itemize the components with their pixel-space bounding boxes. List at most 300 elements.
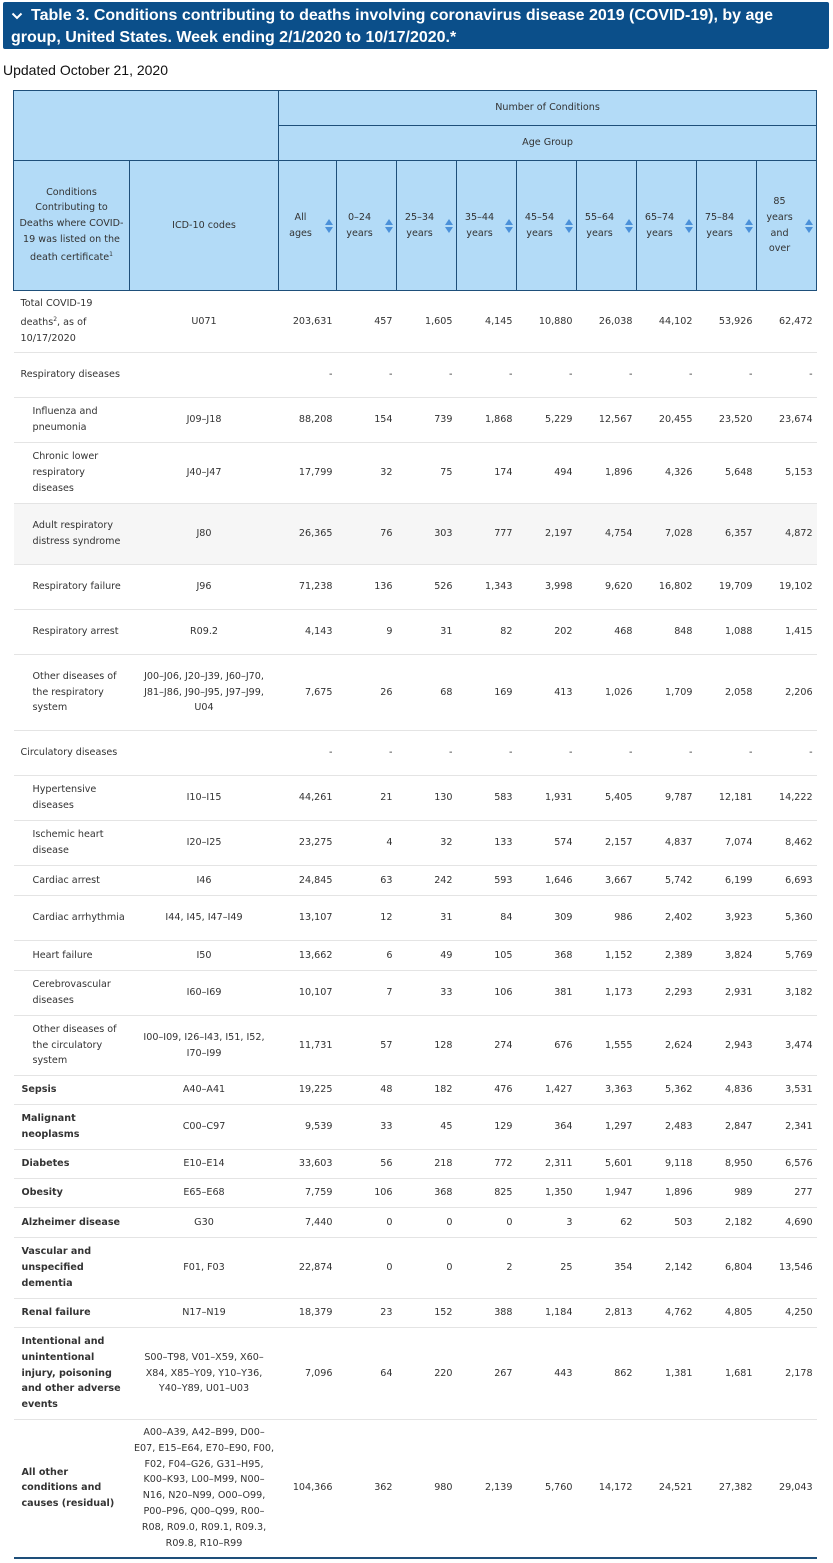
cell-value: 12,181 [697, 776, 757, 821]
column-header-label: All ages [289, 211, 312, 239]
cell-value: 154 [337, 398, 397, 443]
cell-value: 362 [337, 1420, 397, 1558]
cell-value: 368 [397, 1179, 457, 1208]
table-row [14, 353, 817, 398]
cell-value: 7,096 [279, 1328, 337, 1420]
cell-value: 2,139 [457, 1420, 517, 1558]
cell-value: 7,675 [279, 655, 337, 731]
column-header-condition: Conditions Contributing to Deaths where COVID-19 was listed on the death certificate$^1$ [14, 161, 130, 291]
cell-value: 31 [397, 896, 457, 941]
column-header-age-7[interactable] [697, 161, 757, 291]
cell-condition: Influenza and pneumonia [14, 398, 130, 443]
cell-condition: Respiratory failure [14, 565, 130, 610]
cell-value: 9,539 [279, 1105, 337, 1150]
cell-value: 0 [397, 1238, 457, 1299]
cell-value: 1,152 [577, 941, 637, 971]
cell-value: 49 [397, 941, 457, 971]
cell-value: 4,145 [457, 291, 517, 353]
cell-value: 1,868 [457, 398, 517, 443]
cell-value: - [577, 353, 637, 398]
cell-value: 676 [517, 1016, 577, 1076]
table-row [14, 1179, 817, 1208]
cell-value: 4,690 [757, 1208, 817, 1238]
table-row [14, 1238, 817, 1299]
cell-value: 88,208 [279, 398, 337, 443]
cell-icd-codes: I10–I15 [130, 776, 279, 821]
sort-icon[interactable] [445, 219, 453, 233]
sort-icon[interactable] [385, 219, 393, 233]
cell-value: 368 [517, 941, 577, 971]
cell-value: 16,802 [637, 565, 697, 610]
column-header-age-4[interactable] [517, 161, 577, 291]
cell-value: 1,896 [577, 443, 637, 504]
cell-icd-codes [130, 731, 279, 776]
cell-value: 14,222 [757, 776, 817, 821]
cell-value: 169 [457, 655, 517, 731]
cell-icd-codes: S00–T98, V01–X59, X60–X84, X85–Y09, Y10–Y36, Y40–Y89, U01–U03 [130, 1328, 279, 1420]
conditions-table [13, 90, 817, 1559]
cell-value: - [517, 731, 577, 776]
cell-value: 7,440 [279, 1208, 337, 1238]
cell-value: 4,143 [279, 610, 337, 655]
cell-value: 354 [577, 1238, 637, 1299]
column-header-label: 35–44 years [464, 211, 495, 239]
cell-value: 26 [337, 655, 397, 731]
cell-value: 3,923 [697, 896, 757, 941]
header-blank [14, 91, 279, 161]
cell-value: 457 [337, 291, 397, 353]
cell-value: 3,182 [757, 971, 817, 1016]
cell-condition: Total COVID-19 deaths$^2$, as of 10/17/2020 [14, 291, 130, 353]
cell-value: 443 [517, 1328, 577, 1420]
column-header-label: 65–74 years [644, 211, 675, 239]
cell-value: 6 [337, 941, 397, 971]
cell-value: 4,872 [757, 504, 817, 565]
cell-condition: Obesity [14, 1179, 130, 1208]
cell-value: 1,381 [637, 1328, 697, 1420]
cell-value: 26,365 [279, 504, 337, 565]
cell-value: 8,462 [757, 821, 817, 866]
cell-value: 13,546 [757, 1238, 817, 1299]
cell-icd-codes: I46 [130, 866, 279, 896]
cell-value: 4,326 [637, 443, 697, 504]
cell-value: - [577, 731, 637, 776]
cell-icd-codes: E10–E14 [130, 1150, 279, 1179]
sort-icon[interactable] [505, 219, 513, 233]
cell-icd-codes: J00–J06, J20–J39, J60–J70, J81–J86, J90–J95, J97–J99, U04 [130, 655, 279, 731]
cell-value: 476 [457, 1076, 517, 1105]
updated-date: Updated October 21, 2020 [3, 62, 169, 78]
cell-value: 7,028 [637, 504, 697, 565]
cell-value: 2,389 [637, 941, 697, 971]
cell-value: 63 [337, 866, 397, 896]
cell-icd-codes: U071 [130, 291, 279, 353]
cell-value: 2,943 [697, 1016, 757, 1076]
column-header-age-0[interactable] [279, 161, 337, 291]
column-header-label: 85 years and over [766, 196, 793, 255]
cell-value: 583 [457, 776, 517, 821]
table-row [14, 1105, 817, 1150]
table-row [14, 398, 817, 443]
table-row [14, 1150, 817, 1179]
cell-value: 7 [337, 971, 397, 1016]
cell-icd-codes: J09–J18 [130, 398, 279, 443]
table-row [14, 1299, 817, 1328]
cell-value: 5,769 [757, 941, 817, 971]
cell-condition: Adult respiratory distress syndrome [14, 504, 130, 565]
sort-icon[interactable] [685, 219, 693, 233]
column-header-age-6[interactable] [637, 161, 697, 291]
cell-value: 494 [517, 443, 577, 504]
cell-value: 0 [337, 1208, 397, 1238]
cell-value: 33 [397, 971, 457, 1016]
table-row [14, 866, 817, 896]
cell-icd-codes: C00–C97 [130, 1105, 279, 1150]
footnote-marker: 1 [109, 251, 113, 259]
sort-icon[interactable] [805, 219, 813, 233]
cell-value: 2,483 [637, 1105, 697, 1150]
cell-value: 6,199 [697, 866, 757, 896]
cell-value: 9,118 [637, 1150, 697, 1179]
cell-value: 105 [457, 941, 517, 971]
cell-value: - [457, 353, 517, 398]
cell-value: - [279, 353, 337, 398]
cell-value: 2,142 [637, 1238, 697, 1299]
cell-value: 33,603 [279, 1150, 337, 1179]
cell-value: 6,576 [757, 1150, 817, 1179]
cell-condition: Heart failure [14, 941, 130, 971]
cell-value: 29,043 [757, 1420, 817, 1558]
cell-value: 71,238 [279, 565, 337, 610]
cell-condition: Vascular and unspecified dementia [14, 1238, 130, 1299]
cell-value: 24,521 [637, 1420, 697, 1558]
table-row [14, 731, 817, 776]
cell-value: - [397, 731, 457, 776]
cell-value: 3,998 [517, 565, 577, 610]
cell-value: 13,662 [279, 941, 337, 971]
cell-value: 1,350 [517, 1179, 577, 1208]
cell-value: 1,555 [577, 1016, 637, 1076]
cell-value: 1,605 [397, 291, 457, 353]
cell-value: 57 [337, 1016, 397, 1076]
cell-value: 4,837 [637, 821, 697, 866]
cell-value: 10,107 [279, 971, 337, 1016]
cell-value: 4,250 [757, 1299, 817, 1328]
cell-value: 8,950 [697, 1150, 757, 1179]
cell-condition: Hypertensive diseases [14, 776, 130, 821]
cell-value: 23 [337, 1299, 397, 1328]
column-header-label: 45–54 years [524, 211, 555, 239]
cell-value: - [637, 353, 697, 398]
cell-value: 3,667 [577, 866, 637, 896]
cell-value: 0 [457, 1208, 517, 1238]
cell-value: - [337, 353, 397, 398]
cell-value: 574 [517, 821, 577, 866]
cell-value: 739 [397, 398, 457, 443]
cell-value: 106 [337, 1179, 397, 1208]
cell-value: 2,847 [697, 1105, 757, 1150]
cell-value: 4,754 [577, 504, 637, 565]
column-header-age-2[interactable] [397, 161, 457, 291]
cell-value: 11,731 [279, 1016, 337, 1076]
cell-value: 1,427 [517, 1076, 577, 1105]
cell-value: 27,382 [697, 1420, 757, 1558]
table-title-banner[interactable] [3, 2, 829, 49]
table-row [14, 291, 817, 353]
cell-icd-codes: I60–I69 [130, 971, 279, 1016]
cell-value: 468 [577, 610, 637, 655]
cell-value: 848 [637, 610, 697, 655]
cell-value: 23,520 [697, 398, 757, 443]
cell-value: 381 [517, 971, 577, 1016]
cell-value: 2,402 [637, 896, 697, 941]
cell-value: 1,896 [637, 1179, 697, 1208]
cell-value: - [279, 731, 337, 776]
cell-value: 23,674 [757, 398, 817, 443]
cell-condition: Respiratory diseases [14, 353, 130, 398]
cell-value: 32 [337, 443, 397, 504]
cell-value: 1,297 [577, 1105, 637, 1150]
cell-value: 1,947 [577, 1179, 637, 1208]
cell-value: 526 [397, 565, 457, 610]
column-header-label: 75–84 years [704, 211, 735, 239]
cell-value: 4,836 [697, 1076, 757, 1105]
cell-value: 9,620 [577, 565, 637, 610]
cell-icd-codes: A00–A39, A42–B99, D00–E07, E15–E64, E70–E90, F00, F02, F04–G26, G31–H95, K00–K93, L00–M99, N00–N16, N20–N99, O00–O99, P00–P96, Q00–Q99, R00–R08, R09.0, R09.1, R09.3, R09.8, R10–R99 [130, 1420, 279, 1558]
table-row [14, 1016, 817, 1076]
table-row [14, 443, 817, 504]
cell-value: 218 [397, 1150, 457, 1179]
cell-value: 267 [457, 1328, 517, 1420]
cell-value: 9 [337, 610, 397, 655]
chevron-down-icon [11, 6, 27, 28]
cell-icd-codes: I00–I09, I26–I43, I51, I52, I70–I99 [130, 1016, 279, 1076]
cell-value: 862 [577, 1328, 637, 1420]
cell-condition: Other diseases of the respiratory system [14, 655, 130, 731]
cell-value: 1,931 [517, 776, 577, 821]
sort-icon[interactable] [745, 219, 753, 233]
table-row [14, 896, 817, 941]
cell-condition: Other diseases of the circulatory system [14, 1016, 130, 1076]
cell-value: 19,225 [279, 1076, 337, 1105]
cell-condition: Cardiac arrest [14, 866, 130, 896]
table-row [14, 655, 817, 731]
cell-value: 4 [337, 821, 397, 866]
cell-value: 6,693 [757, 866, 817, 896]
cell-value: - [397, 353, 457, 398]
cell-value: 1,415 [757, 610, 817, 655]
cell-value: 20,455 [637, 398, 697, 443]
cell-value: 1,026 [577, 655, 637, 731]
column-header-age-5[interactable] [577, 161, 637, 291]
table-row [14, 1420, 817, 1558]
cell-value: 1,088 [697, 610, 757, 655]
cell-value: 2,157 [577, 821, 637, 866]
cell-value: 2,206 [757, 655, 817, 731]
cell-value: 2,931 [697, 971, 757, 1016]
cell-value: 56 [337, 1150, 397, 1179]
table-row [14, 565, 817, 610]
cell-value: 277 [757, 1179, 817, 1208]
cell-value: 0 [397, 1208, 457, 1238]
cell-value: 129 [457, 1105, 517, 1150]
cell-value: 980 [397, 1420, 457, 1558]
cell-value: 82 [457, 610, 517, 655]
cell-value: 825 [457, 1179, 517, 1208]
cell-condition: Diabetes [14, 1150, 130, 1179]
cell-value: 31 [397, 610, 457, 655]
cell-value: 3 [517, 1208, 577, 1238]
cell-value: 5,760 [517, 1420, 577, 1558]
cell-value: 23,275 [279, 821, 337, 866]
cell-value: 202 [517, 610, 577, 655]
cell-value: 2,293 [637, 971, 697, 1016]
cell-value: 53,926 [697, 291, 757, 353]
column-header-label: 25–34 years [404, 211, 435, 239]
header-age-group: Age Group [279, 126, 817, 161]
cell-condition: Malignant neoplasms [14, 1105, 130, 1150]
cell-condition: Intentional and unintentional injury, poisoning and other adverse events [14, 1328, 130, 1420]
cell-value: 1,681 [697, 1328, 757, 1420]
cell-value: 17,799 [279, 443, 337, 504]
cell-value: 772 [457, 1150, 517, 1179]
cell-condition: Alzheimer disease [14, 1208, 130, 1238]
cell-value: 106 [457, 971, 517, 1016]
cell-value: 6,804 [697, 1238, 757, 1299]
cell-value: 104,366 [279, 1420, 337, 1558]
cell-value: 309 [517, 896, 577, 941]
table-title: Table 3. Conditions contributing to deaths involving coronavirus disease 2019 (COVID-19), by age group, United States. Week ending 2/1/2020 to 10/17/2020.* [11, 7, 774, 46]
cell-value: 25 [517, 1238, 577, 1299]
cell-value: 48 [337, 1076, 397, 1105]
column-header-age-8[interactable] [757, 161, 817, 291]
cell-value: 5,153 [757, 443, 817, 504]
cell-condition: Cardiac arrhythmia [14, 896, 130, 941]
cell-value: 2,178 [757, 1328, 817, 1420]
cell-value: 13,107 [279, 896, 337, 941]
cell-value: 2,182 [697, 1208, 757, 1238]
cell-condition: Ischemic heart disease [14, 821, 130, 866]
cell-icd-codes: R09.2 [130, 610, 279, 655]
header-number-of-conditions: Number of Conditions [279, 91, 817, 126]
cell-value: - [697, 731, 757, 776]
column-header-label: 55–64 years [584, 211, 615, 239]
column-header-age-1[interactable] [337, 161, 397, 291]
cell-value: 19,102 [757, 565, 817, 610]
cell-value: 6,357 [697, 504, 757, 565]
sort-icon[interactable] [565, 219, 573, 233]
cell-value: 62,472 [757, 291, 817, 353]
cell-value: 64 [337, 1328, 397, 1420]
cell-value: 1,343 [457, 565, 517, 610]
cell-value: 14,172 [577, 1420, 637, 1558]
cell-value: 5,648 [697, 443, 757, 504]
cell-value: 75 [397, 443, 457, 504]
cell-value: 2,197 [517, 504, 577, 565]
cell-value: 12,567 [577, 398, 637, 443]
cell-icd-codes: N17–N19 [130, 1299, 279, 1328]
cell-value: 2,813 [577, 1299, 637, 1328]
cell-value: 3,824 [697, 941, 757, 971]
cell-value: 3,474 [757, 1016, 817, 1076]
cell-icd-codes [130, 353, 279, 398]
cell-value: 1,646 [517, 866, 577, 896]
cell-value: 133 [457, 821, 517, 866]
cell-value: 62 [577, 1208, 637, 1238]
cell-value: 413 [517, 655, 577, 731]
cell-value: 2,624 [637, 1016, 697, 1076]
cell-value: - [757, 353, 817, 398]
cell-value: 2,311 [517, 1150, 577, 1179]
cell-value: 12 [337, 896, 397, 941]
table-row [14, 504, 817, 565]
cell-icd-codes: E65–E68 [130, 1179, 279, 1208]
cell-value: 7,074 [697, 821, 757, 866]
table-row [14, 610, 817, 655]
cell-value: 44,102 [637, 291, 697, 353]
cell-value: 5,601 [577, 1150, 637, 1179]
cell-value: 44,261 [279, 776, 337, 821]
sort-icon[interactable] [325, 219, 333, 233]
cell-value: 5,360 [757, 896, 817, 941]
cell-condition: Cerebrovascular diseases [14, 971, 130, 1016]
cell-value: - [757, 731, 817, 776]
cell-value: 24,845 [279, 866, 337, 896]
cell-value: 203,631 [279, 291, 337, 353]
cell-value: - [337, 731, 397, 776]
cell-value: 5,229 [517, 398, 577, 443]
cell-value: 388 [457, 1299, 517, 1328]
cell-value: 32 [397, 821, 457, 866]
cell-icd-codes: I44, I45, I47–I49 [130, 896, 279, 941]
cell-value: 220 [397, 1328, 457, 1420]
cell-value: 2,341 [757, 1105, 817, 1150]
cell-icd-codes: J96 [130, 565, 279, 610]
column-header-age-3[interactable] [457, 161, 517, 291]
cell-value: 19,709 [697, 565, 757, 610]
cell-condition: All other conditions and causes (residual) [14, 1420, 130, 1558]
sort-icon[interactable] [625, 219, 633, 233]
cell-icd-codes: J80 [130, 504, 279, 565]
cell-value: 128 [397, 1016, 457, 1076]
cell-value: - [457, 731, 517, 776]
column-header-icd: ICD-10 codes [130, 161, 279, 291]
cell-condition: Circulatory diseases [14, 731, 130, 776]
cell-condition: Sepsis [14, 1076, 130, 1105]
cell-value: 10,880 [517, 291, 577, 353]
cell-value: 68 [397, 655, 457, 731]
cell-icd-codes: A40–A41 [130, 1076, 279, 1105]
cell-value: 777 [457, 504, 517, 565]
cell-value: 1,173 [577, 971, 637, 1016]
cell-value: 364 [517, 1105, 577, 1150]
cell-value: 242 [397, 866, 457, 896]
table-row [14, 971, 817, 1016]
cell-value: 18,379 [279, 1299, 337, 1328]
cell-condition: Chronic lower respiratory diseases [14, 443, 130, 504]
cell-value: 5,405 [577, 776, 637, 821]
cell-value: 4,762 [637, 1299, 697, 1328]
table-row [14, 1328, 817, 1420]
cell-value: 274 [457, 1016, 517, 1076]
cell-value: 0 [337, 1238, 397, 1299]
table-row [14, 1208, 817, 1238]
cell-value: 3,363 [577, 1076, 637, 1105]
cell-condition: Renal failure [14, 1299, 130, 1328]
cell-value: 2 [457, 1238, 517, 1299]
cell-value: 2,058 [697, 655, 757, 731]
cell-value: 9,787 [637, 776, 697, 821]
